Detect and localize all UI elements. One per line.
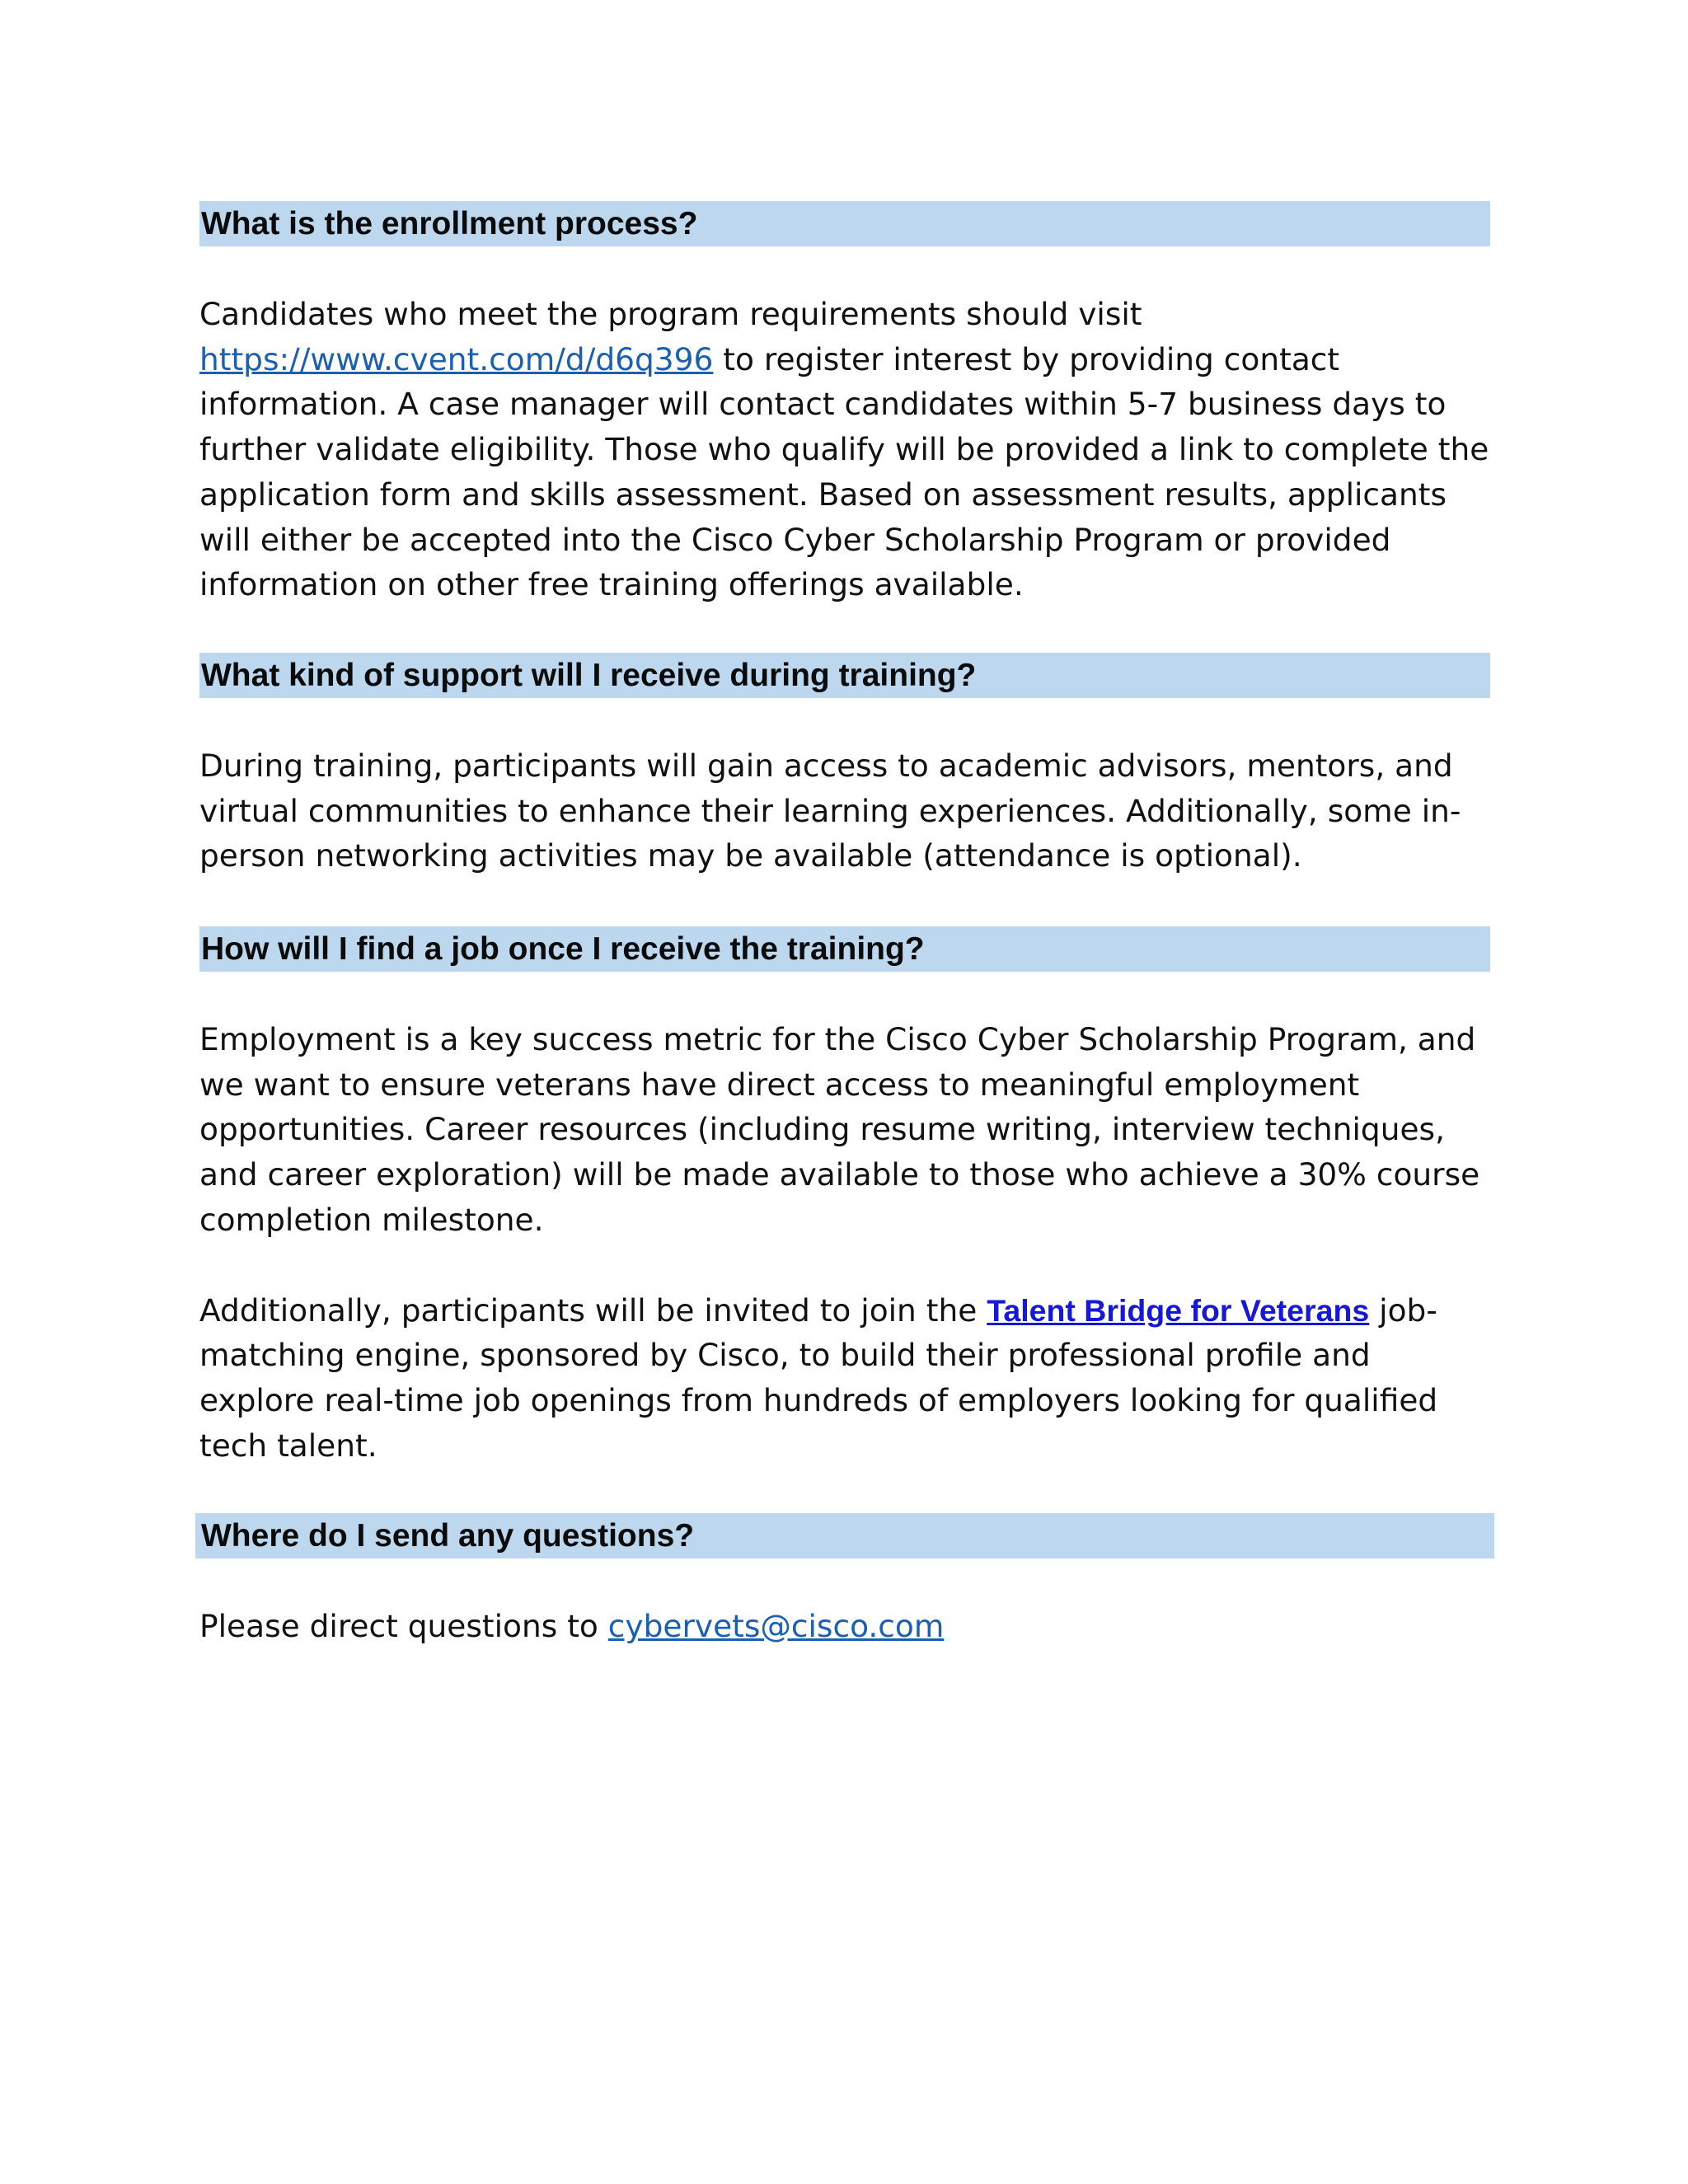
text-line: During training, participants will gain access to academic advisors, mentors, and [199,747,1453,784]
section-heading-job: How will I find a job once I receive the training? [199,926,1490,972]
text-span: Please direct questions to [199,1608,608,1645]
text-line: explore real-time job openings from hundreds of employers looking for qualified [199,1381,1438,1418]
cvent-registration-link[interactable]: https://www.cvent.com/d/d6q396 [199,340,714,377]
text-line: Candidates who meet the program requirements should visit [199,296,1142,332]
text-line: Employment is a key success metric for the Cisco Cyber Scholarship Program, and [199,1021,1476,1058]
section-heading-questions: Where do I send any questions? [195,1513,1494,1558]
email-link[interactable]: cybervets@cisco.com [607,1608,945,1645]
text-line: opportunities. Career resources (including resume writing, interview techniques, [199,1111,1445,1148]
text-line: completion milestone. [199,1201,544,1238]
paragraph-talent-bridge [199,1288,1490,1469]
paragraph-enrollment [199,292,1490,607]
paragraph-support [199,743,1490,879]
text-line: matching engine, sponsored by Cisco, to build their professional profile and [199,1337,1371,1374]
text-line: information. A case manager will contact candidates within 5-7 business days to [199,386,1447,423]
document-content [199,201,1490,1649]
section-heading-enrollment: What is the enrollment process? [199,201,1490,246]
text-line: virtual communities to enhance their learning experiences. Additionally, some in- [199,792,1461,829]
paragraph-employment [199,1017,1490,1243]
text-span: to register interest by providing contact [713,340,1340,377]
text-span: job- [1369,1291,1437,1329]
text-line: and career exploration) will be made available to those who achieve a 30% course [199,1156,1480,1193]
text-line: information on other free training offerings available. [199,566,1024,603]
paragraph-questions [199,1604,1490,1649]
talent-bridge-link[interactable]: Talent Bridge for Veterans [987,1292,1370,1328]
text-line: application form and skills assessment. Based on assessment results, applicants [199,476,1447,513]
text-line: we want to ensure veterans have direct access to meaningful employment [199,1066,1360,1103]
text-span: Additionally, participants will be invited to join the [199,1291,987,1329]
text-line: tech talent. [199,1427,377,1464]
text-line [199,337,1490,382]
text-line: person networking activities may be available (attendance is optional). [199,837,1302,874]
text-line: further validate eligibility. Those who qualify will be provided a link to complete the [199,431,1489,468]
text-line: will either be accepted into the Cisco Cyber Scholarship Program or provided [199,521,1391,558]
section-heading-support: What kind of support will I receive during training? [199,653,1490,698]
text-line [199,1288,1490,1333]
